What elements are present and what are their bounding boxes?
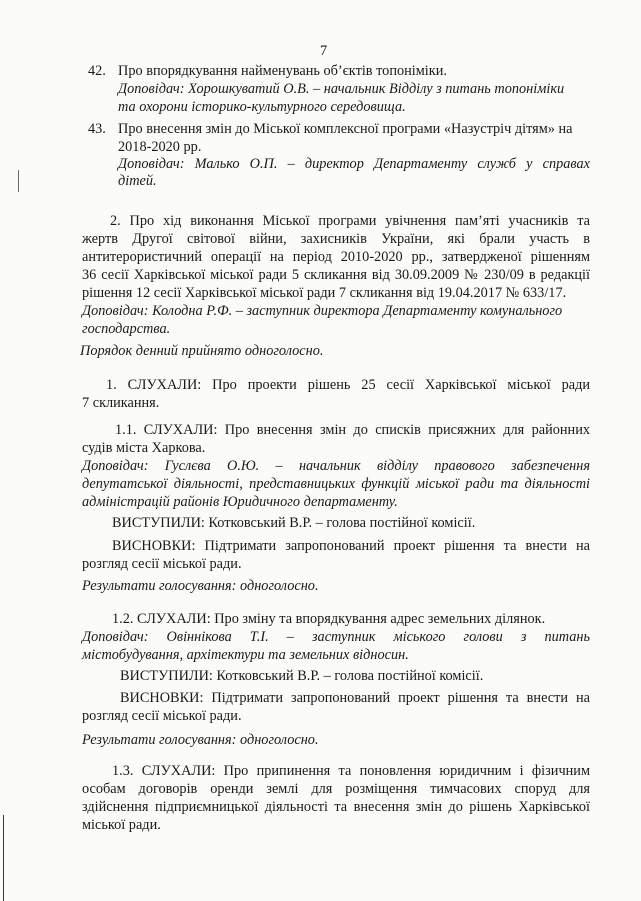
sec-1-2-conclusion-line-1: ВИСНОВКИ: Підтримати запропонований проект рішення та внести на bbox=[120, 690, 590, 706]
sec-1-2-reporter-line-2: містобудування, архітектури та земельних відносин. bbox=[82, 647, 409, 663]
sec-1-1-vote: Результати голосування: одноголосно. bbox=[82, 578, 319, 594]
sec-1-3-line-4: міської ради. bbox=[82, 817, 161, 833]
sec-1-1-spoke: ВИСТУПИЛИ: Котковський В.Р. – голова постійної комісії. bbox=[112, 515, 476, 531]
sec-1-3-line-2: особам договорів оренди землі для розміщення тимчасових споруд для bbox=[82, 781, 590, 797]
sec-1-1-conclusion-line-1: ВИСНОВКИ: Підтримати запропонований проект рішення та внести на bbox=[112, 538, 590, 554]
item-42-number: 42. bbox=[88, 63, 106, 79]
item-2-line-3: антитерористичний операції на період 2010-2020 рр., затвердженої рішенням bbox=[82, 249, 590, 265]
sec-1-1-conclusion-line-2: розгляд сесії міської ради. bbox=[82, 556, 242, 572]
heard-1-line-1: 1. СЛУХАЛИ: Про проекти рішень 25 сесії Харківської міської ради bbox=[106, 377, 590, 393]
page-number: 7 bbox=[320, 43, 328, 59]
item-2-line-2: жертв Другої світової війни, захисників України, які брали участь в bbox=[82, 231, 590, 247]
item-2-line-1: 2. Про хід виконання Міської програми увічнення пам’яті учасників та bbox=[110, 213, 590, 229]
sec-1-1-reporter-line-3: адміністрацій районів Юридичного департаменту. bbox=[82, 494, 398, 510]
sec-1-2-reporter-line-1: Доповідач: Овіннікова Т.І. – заступник міського голови з питань bbox=[82, 629, 590, 645]
sec-1-1-heard-line-1: 1.1. СЛУХАЛИ: Про внесення змін до списків присяжних для районних bbox=[115, 422, 590, 438]
sec-1-2-spoke: ВИСТУПИЛИ: Котковський В.Р. – голова постійної комісії. bbox=[120, 668, 484, 684]
item-2-reporter-line-2: господарства. bbox=[82, 321, 171, 337]
item-43-number: 43. bbox=[88, 121, 106, 137]
sec-1-2-heard: 1.2. СЛУХАЛИ: Про зміну та впорядкування адрес земельних ділянок. bbox=[112, 611, 546, 627]
scan-edge-left-top bbox=[18, 170, 19, 192]
sec-1-1-heard-line-2: судів міста Харкова. bbox=[82, 440, 206, 456]
sec-1-1-reporter-line-1: Доповідач: Гуслєва О.Ю. – начальник відділу правового забезпечення bbox=[82, 458, 590, 474]
item-43-title-line-2: 2018-2020 рр. bbox=[118, 139, 202, 155]
item-42-reporter-line-2: та охорони історико-культурного середовища. bbox=[118, 99, 406, 115]
item-2-reporter-line-1: Доповідач: Колодна Р.Ф. – заступник директора Департаменту комунального bbox=[82, 303, 563, 319]
item-43-reporter-line-2: дітей. bbox=[118, 173, 157, 189]
sec-1-3-line-3: здійснення підприємницької діяльності та внесення змін до рішень Харківської bbox=[82, 799, 590, 815]
sec-1-2-conclusion-line-2: розгляд сесії міської ради. bbox=[82, 708, 242, 724]
sec-1-3-line-1: 1.3. СЛУХАЛИ: Про припинення та поновлення юридичним і фізичним bbox=[112, 763, 590, 779]
scan-edge-left-bottom bbox=[3, 815, 4, 901]
item-42-reporter-line-1: Доповідач: Хорошкуватий О.В. – начальник Відділу з питань топоніміки bbox=[118, 81, 565, 97]
sec-1-1-reporter-line-2: депутатської діяльності, представницьких функцій міської ради та діяльності bbox=[82, 476, 590, 492]
item-2-line-4: 36 сесії Харківської міської ради 5 скликання від 30.09.2009 № 230/09 в редакції bbox=[82, 267, 590, 283]
heard-1-line-2: 7 скликання. bbox=[82, 395, 160, 411]
item-43-title-line-1: Про внесення змін до Міської комплексної програми «Назустріч дітям» на bbox=[118, 121, 573, 137]
item-42-title: Про впорядкування найменувань об’єктів топоніміки. bbox=[118, 63, 447, 79]
sec-1-2-vote: Результати голосування: одноголосно. bbox=[82, 732, 319, 748]
agenda-adopted: Порядок денний прийнято одноголосно. bbox=[80, 343, 324, 359]
item-2-line-5: рішення 12 сесії Харківської міської ради 7 скликання від 19.04.2017 № 633/17. bbox=[82, 285, 567, 301]
item-43-reporter-line-1: Доповідач: Малько О.П. – директор Департаменту служб у справах bbox=[118, 156, 590, 172]
